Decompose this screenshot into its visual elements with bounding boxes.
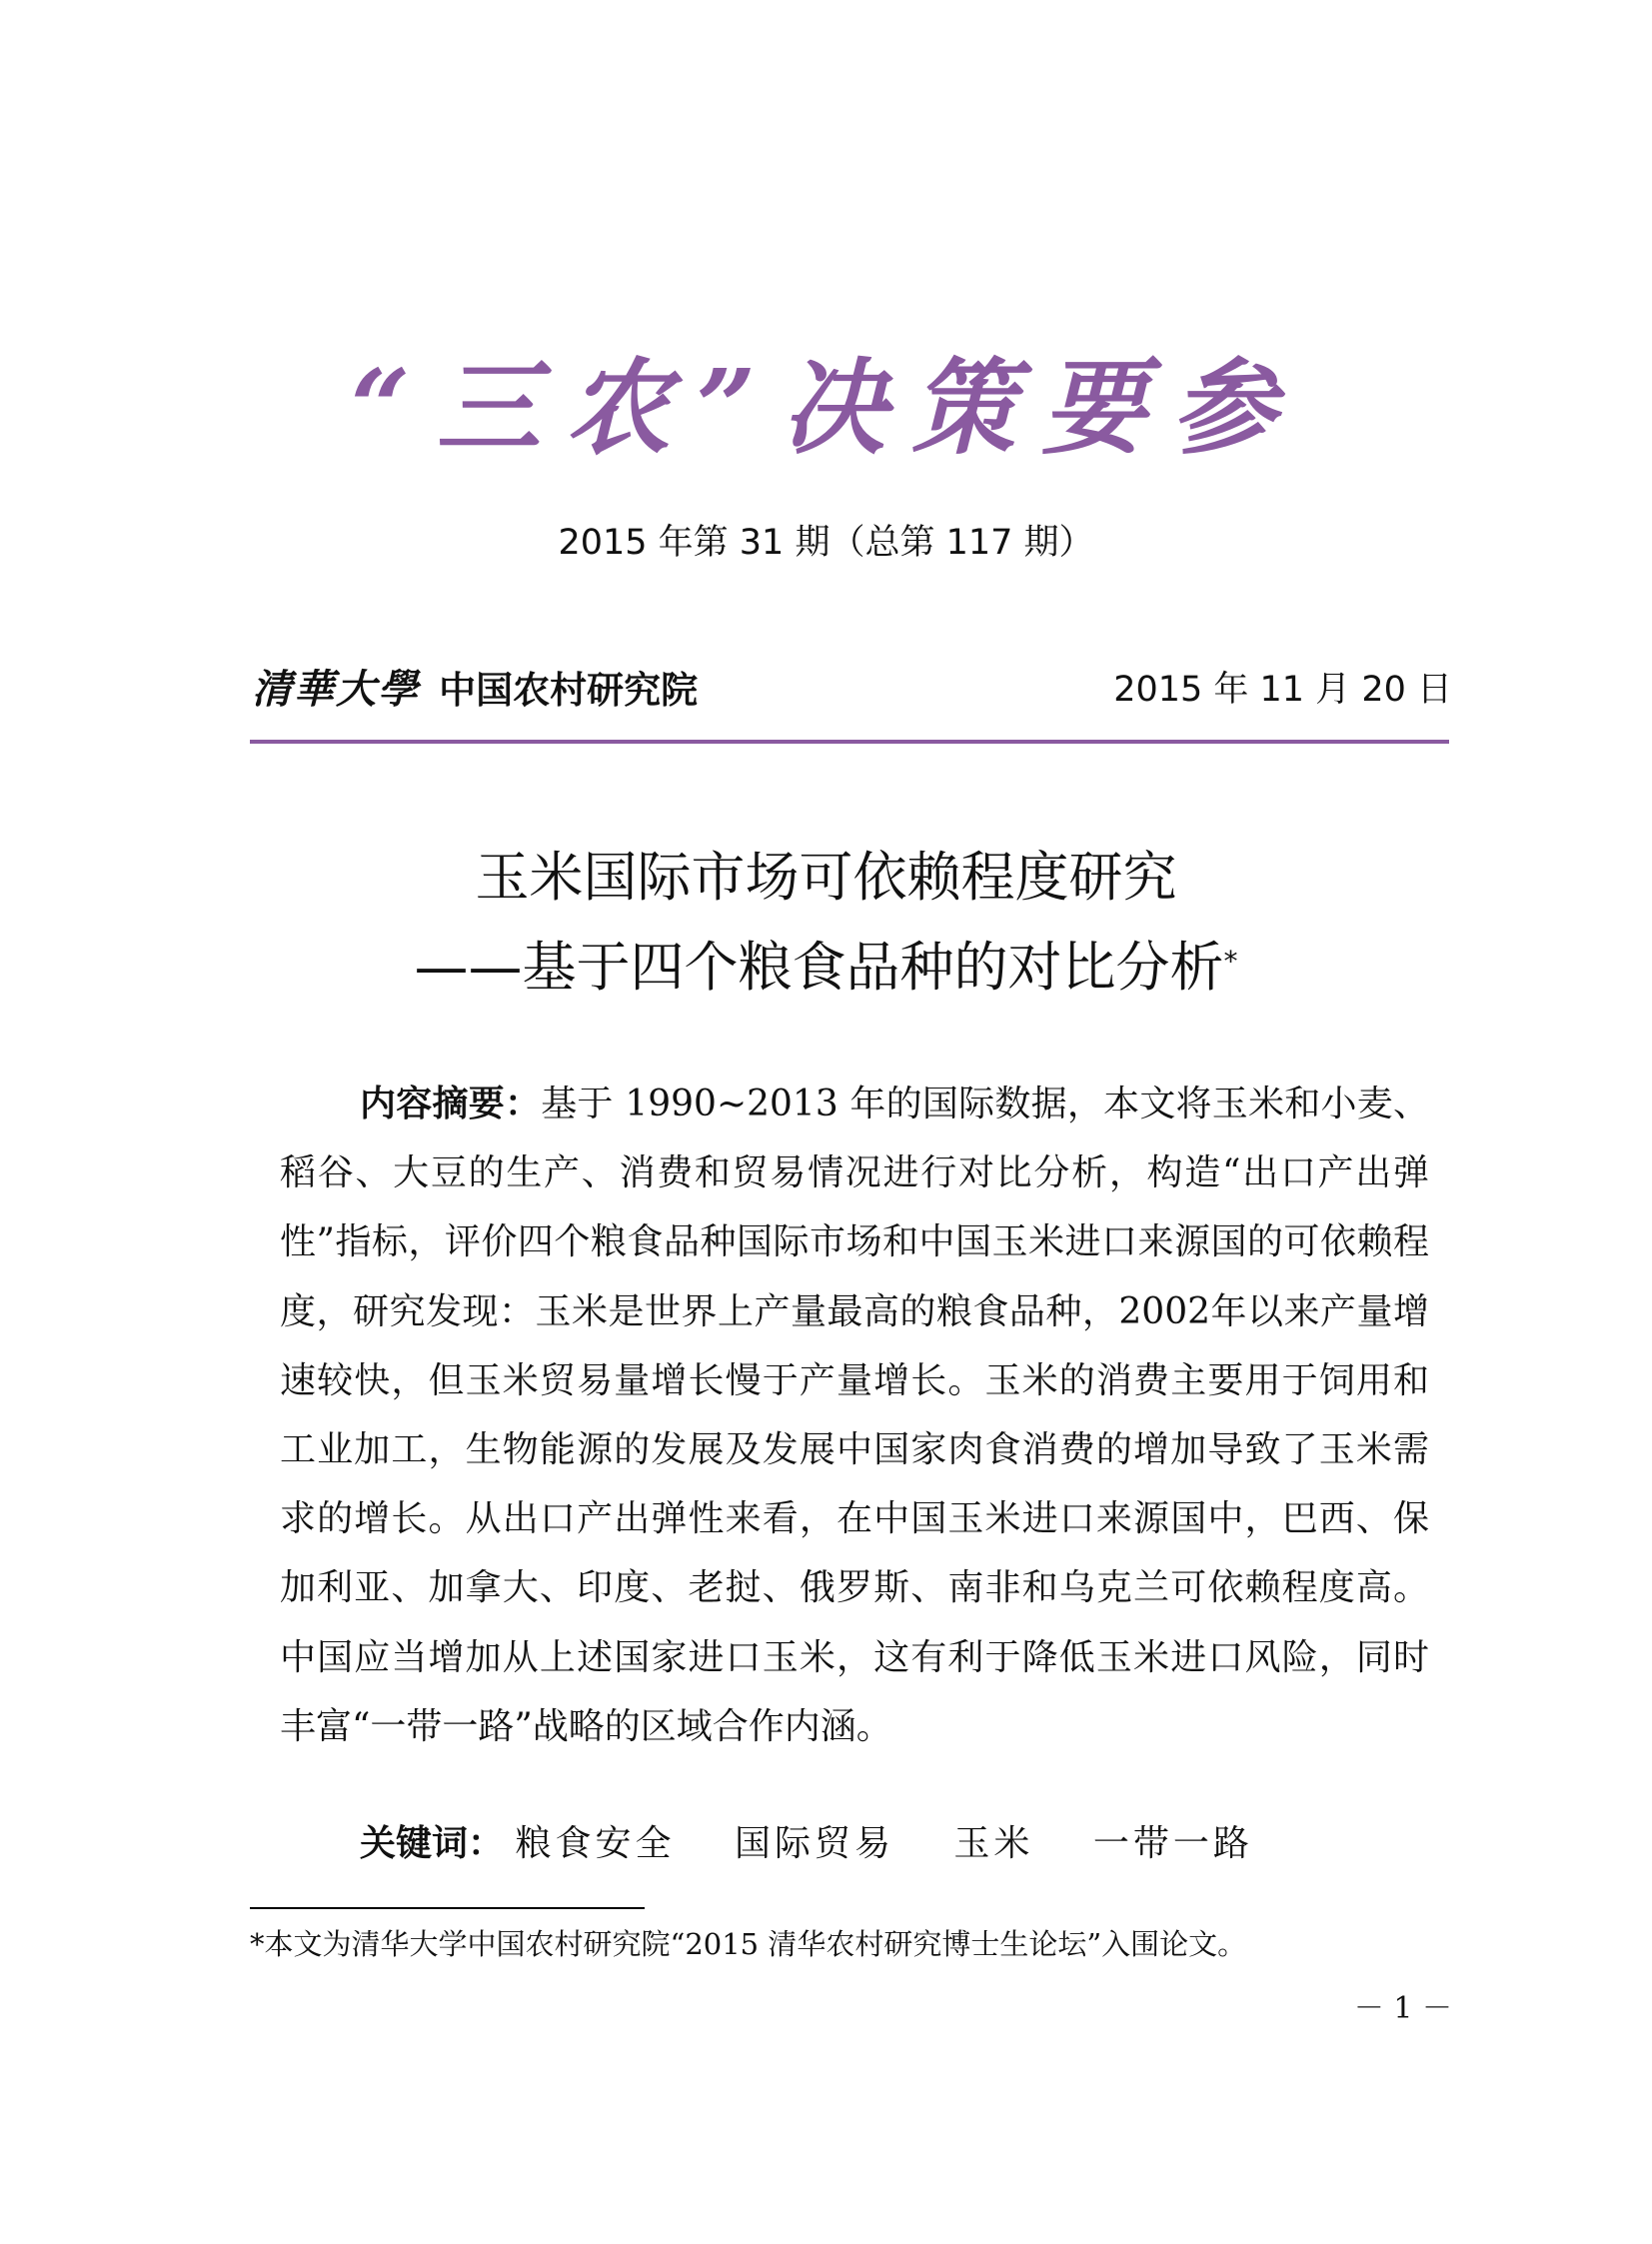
keywords — [360, 1814, 1301, 1874]
header-divider — [250, 740, 1449, 744]
abstract-label: 内容摘要： — [360, 1084, 542, 1124]
abstract-text: 基于 1990~2013 年的国际数据，本文将玉米和小麦、稻谷、大豆的生产、消费和贸易情况进行对比分析，构造“出口产出弹性”指标，评价四个粮食品种国际市场和中国玉米进口来源国的可依赖程度，研究发现：玉米是世界上产量最高的粮食品种，2002年以来产量增速较快，但玉米贸易量增长慢于产量增长。玉米的消费主要用于饲用和工业加工，生物能源的发展及发展中国家肉食消费的增加导致了玉米需求的增长。从出口产出弹性来看，在中国玉米进口来源国中，巴西、保加利亚、加拿大、印度、老挝、俄罗斯、南非和乌克兰可依赖程度高。中国应当增加从上述国家进口玉米，这有利于降低玉米进口风险，同时丰富“一带一路”战略的区域合作内涵。 — [280, 1084, 1429, 1747]
masthead-title: “三农”决策要参 — [350, 346, 1302, 469]
title-footnote-mark: * — [1223, 945, 1238, 978]
keyword: 粮食安全 — [515, 1823, 676, 1864]
footnote-divider — [250, 1907, 645, 1909]
keyword: 国际贸易 — [734, 1823, 894, 1864]
keywords-label: 关键词： — [360, 1823, 505, 1864]
article-title: 玉米国际市场可依赖程度研究 — [475, 846, 1177, 909]
footnote: *本文为清华大学中国农村研究院“2015 清华农村研究博士生论坛”入围论文。 — [250, 1927, 1247, 1961]
issue-number: 2015 年第 31 期（总第 117 期） — [558, 523, 1094, 563]
article-subtitle — [0, 928, 1652, 1008]
publication-date: 2015 年 11 月 20 日 — [1113, 670, 1452, 710]
institute-logo: 清華大學 — [252, 666, 420, 713]
keyword: 一带一路 — [1092, 1823, 1253, 1864]
page-number: － 1 － — [1353, 1991, 1452, 2026]
keyword: 玉米 — [953, 1823, 1034, 1864]
abstract — [280, 1070, 1429, 1761]
institute-header — [252, 660, 698, 728]
institute-name: 中国农村研究院 — [439, 669, 699, 712]
article-subtitle-text: ——基于四个粮食品种的对比分析 — [414, 936, 1224, 999]
